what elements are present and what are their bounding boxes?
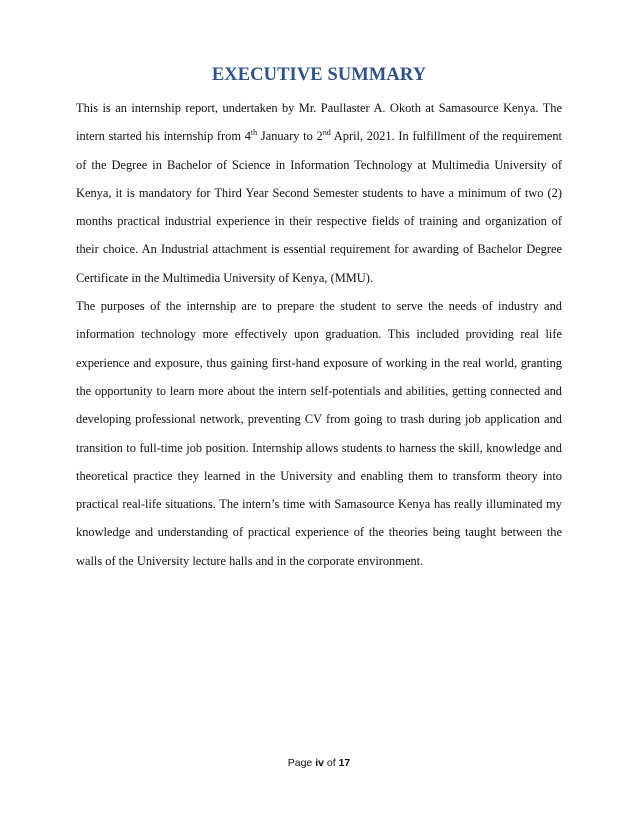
ordinal-suffix-end: nd [322, 128, 331, 138]
page-footer [0, 757, 638, 769]
paragraph-purposes: The purposes of the internship are to prepare the student to serve the needs of industry and information technology more effectively upon graduation. This included providing real life experience and exposure, thus gaining first-hand exposure of working in the real world, granting the opportunity to learn more about the intern self-potentials and abilities, getting connected and developing professional network, preventing CV from going to trash during job application and transition to full-time job position. Internship allows students to harness the skill, knowledge and theoretical practice they learned in the University and enabling them to transform theory into practical real-life situations. The intern’s time with Samasource Kenya has really illuminated my knowledge and understanding of practical experience of the theories being taught between the walls of the University lecture halls and in the corporate environment. [76, 299, 562, 568]
footer-total-pages: 17 [338, 757, 351, 769]
paragraph-intro [76, 94, 562, 292]
paragraph-intro-part2: January to 2 [257, 129, 323, 144]
footer-page-word: Page [287, 757, 313, 769]
footer-page-number: iv [315, 757, 324, 769]
footer-of-word: of [326, 757, 336, 769]
paragraph-intro-part1: This is an internship report, undertaken by Mr. Paullaster A. Okoth at Samasource Kenya. The intern started his internship from 4 [76, 101, 562, 144]
ordinal-suffix-start: th [250, 128, 258, 138]
document-body [76, 94, 562, 575]
page-title: EXECUTIVE SUMMARY [211, 65, 427, 85]
paragraph-intro-part3: April, 2021. In fulfillment of the requirement of the Degree in Bachelor of Science in Information Technology at Multimedia University of Kenya, it is mandatory for Third Year Second Semester students to have a minimum of two (2) months practical industrial experience in their respective fields of training and organization of their choice. An Industrial attachment is essential requirement for awarding of Bachelor Degree Certificate in the Multimedia University of Kenya, (MMU). [76, 129, 562, 285]
